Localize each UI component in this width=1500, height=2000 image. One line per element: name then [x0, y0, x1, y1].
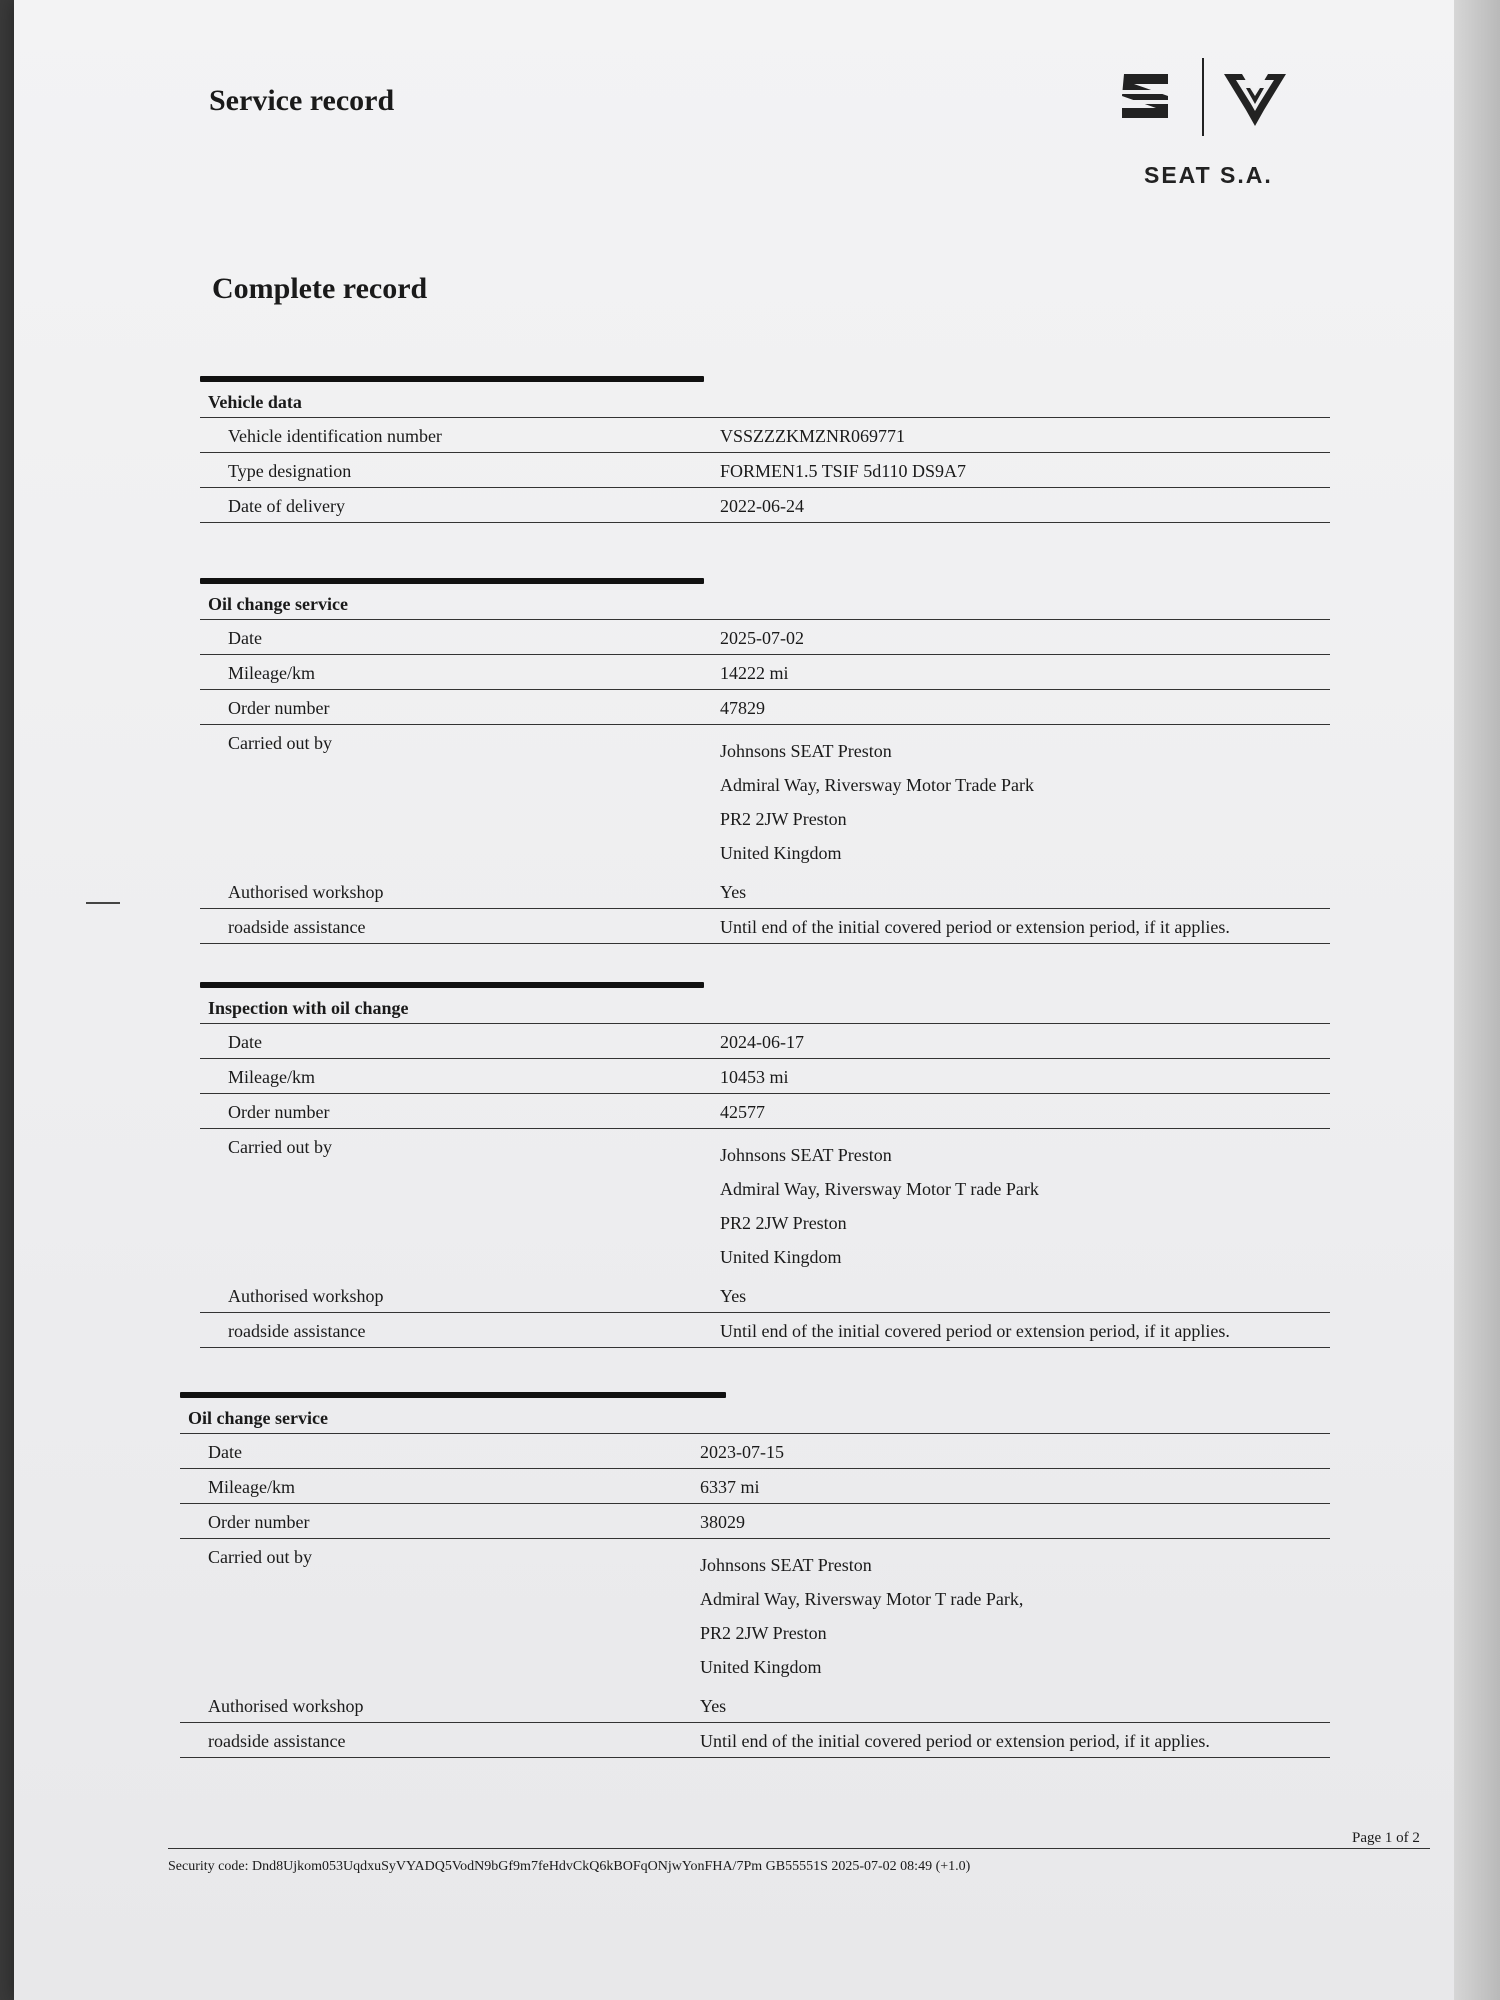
workshop-row [200, 1278, 1330, 1313]
row-value: 2024-06-17 [720, 1032, 804, 1052]
section-title: Oil change service [200, 584, 1330, 620]
order-row [200, 1094, 1330, 1129]
row-value: 6337 mi [700, 1477, 760, 1497]
mileage-row [200, 655, 1330, 690]
address-line: Admiral Way, Riversway Motor Trade Park [720, 775, 1035, 795]
row-label: Authorised workshop [228, 882, 384, 902]
date-row [180, 1434, 1330, 1469]
row-value: FORMEN1.5 TSIF 5d110 DS9A7 [720, 461, 967, 481]
row-label: roadside assistance [228, 917, 366, 937]
row-label: Date [208, 1442, 242, 1462]
row-value: Until end of the initial covered period or extension period, if it applies. [700, 1731, 1210, 1751]
address-line: United Kingdom [720, 1247, 842, 1267]
row-label: Authorised workshop [208, 1696, 364, 1716]
service-section [200, 982, 1330, 1348]
row-label: Mileage/km [228, 1067, 315, 1087]
vehicle-data-section [200, 376, 1330, 523]
mileage-row [180, 1469, 1330, 1504]
row-label: Order number [228, 1102, 330, 1122]
order-row [200, 690, 1330, 725]
order-row [180, 1504, 1330, 1539]
address-line: Johnsons SEAT Preston [720, 1145, 892, 1165]
row-value: 2022-06-24 [720, 496, 804, 516]
security-code: Security code: Dnd8Ujkom053UqdxuSyVYADQ5VodN9bGf9m7feHdvCkQ6kBOFqONjwYonFHA/7Pm GB55551S 2025-07-02 08:49 (+1.0) [168, 1848, 1430, 1875]
row-label: Order number [228, 698, 330, 718]
row-value: Yes [720, 882, 747, 902]
row-label: Date of delivery [228, 496, 345, 516]
row-label: Authorised workshop [228, 1286, 384, 1306]
row-label: Type designation [228, 461, 352, 481]
delivery-row [200, 488, 1330, 523]
workshop-row [180, 1688, 1330, 1723]
address-block [720, 725, 1330, 874]
row-label: Mileage/km [228, 663, 315, 683]
background-surface [1454, 0, 1500, 2000]
record-subtitle: Complete record [212, 272, 428, 305]
row-value: 14222 mi [720, 663, 789, 683]
date-row [200, 620, 1330, 655]
fold-mark [86, 902, 120, 904]
document-page [14, 0, 1454, 2000]
row-value: 2025-07-02 [720, 628, 804, 648]
address-line: PR2 2JW Preston [720, 1213, 847, 1233]
row-label: roadside assistance [208, 1731, 346, 1751]
workshop-row [200, 874, 1330, 909]
row-label: Carried out by [208, 1547, 312, 1567]
row-value: 38029 [700, 1512, 745, 1532]
vin-row [200, 418, 1330, 453]
logo-divider [1202, 58, 1204, 136]
page-number: Page 1 of 2 [1352, 1830, 1420, 1846]
mileage-row [200, 1059, 1330, 1094]
address-block [700, 1539, 1330, 1688]
row-value: 47829 [720, 698, 765, 718]
carried-out-row [200, 725, 1330, 874]
row-label: Vehicle identification number [228, 426, 442, 446]
address-line: Johnsons SEAT Preston [700, 1555, 872, 1575]
row-label: Mileage/km [208, 1477, 295, 1497]
row-label: Date [228, 1032, 262, 1052]
row-value: Until end of the initial covered period or extension period, if it applies. [720, 917, 1230, 937]
roadside-row [180, 1723, 1330, 1758]
roadside-row [200, 909, 1330, 944]
row-label: roadside assistance [228, 1321, 366, 1341]
carried-out-row [180, 1539, 1330, 1688]
address-line: United Kingdom [700, 1657, 822, 1677]
row-value: 10453 mi [720, 1067, 789, 1087]
section-title: Vehicle data [200, 382, 1330, 418]
row-label: Carried out by [228, 1137, 332, 1157]
address-line: Admiral Way, Riversway Motor T rade Park [720, 1179, 1039, 1199]
row-value: 2023-07-15 [700, 1442, 784, 1462]
row-value: Until end of the initial covered period or extension period, if it applies. [720, 1321, 1230, 1341]
section-title: Oil change service [180, 1398, 1330, 1434]
type-row [200, 453, 1330, 488]
address-line: Admiral Way, Riversway Motor T rade Park, [700, 1589, 1024, 1609]
service-section [180, 1392, 1330, 1758]
section-title: Inspection with oil change [200, 988, 1330, 1024]
address-line: PR2 2JW Preston [720, 809, 847, 829]
carried-out-row [200, 1129, 1330, 1278]
row-value: VSSZZZKMZNR069771 [720, 426, 906, 446]
date-row [200, 1024, 1330, 1059]
row-value: Yes [700, 1696, 727, 1716]
row-label: Carried out by [228, 733, 332, 753]
row-label: Order number [208, 1512, 310, 1532]
row-value: 42577 [720, 1102, 765, 1122]
seat-logo-icon [1118, 70, 1172, 122]
cupra-logo-icon [1222, 70, 1288, 128]
row-value: Yes [720, 1286, 747, 1306]
address-line: PR2 2JW Preston [700, 1623, 827, 1643]
document-title: Service record [209, 84, 395, 117]
roadside-row [200, 1313, 1330, 1348]
brand-name: SEAT S.A. [1144, 162, 1273, 188]
address-line: Johnsons SEAT Preston [720, 741, 892, 761]
service-section [200, 578, 1330, 944]
address-line: United Kingdom [720, 843, 842, 863]
row-label: Date [228, 628, 262, 648]
address-block [720, 1129, 1330, 1278]
